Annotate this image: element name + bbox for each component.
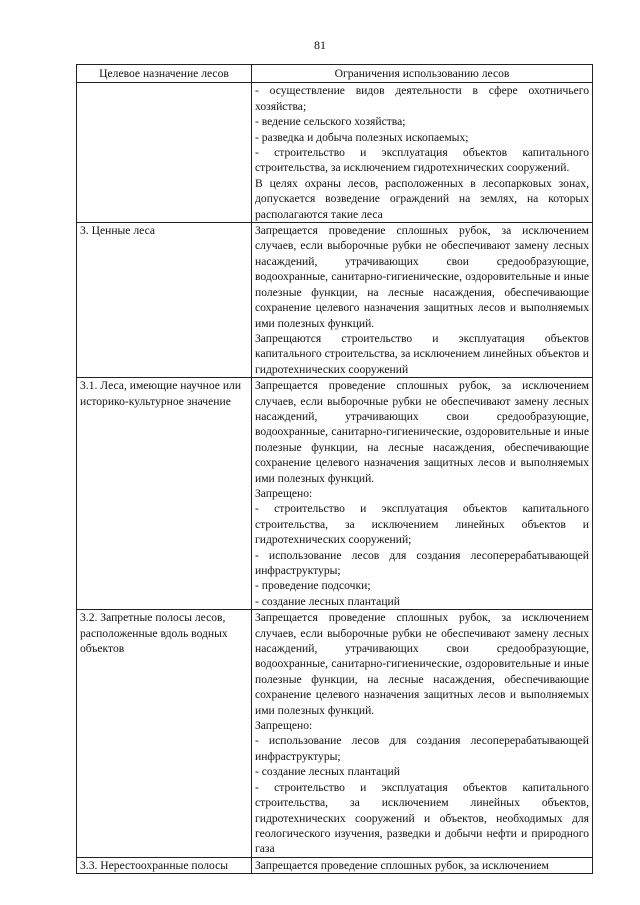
forest-purpose-cell: 3.3. Нерестоохранные полосы [77, 857, 252, 873]
forest-purpose-cell [77, 83, 252, 223]
table-row [77, 857, 593, 873]
forest-purpose-cell: 3.1. Леса, имеющие научное или историко-культурное значение [77, 378, 252, 610]
table-header-row [77, 65, 593, 83]
restriction-paragraph: Запрещается проведение сплошных рубок, за исключением случаев, если выборочные рубки не обеспечивают замену лесных насаждений, утрачивающих свои средообразующие, водоохранные, санитарно-гигиенические, оздоровительные и иные полезные функции, на лесные насаждения, обеспечивающие сохранение целевого назначения защитных лесов и выполняемых ими полезных функций. [255, 611, 589, 717]
page-number: 81 [314, 38, 326, 52]
restriction-paragraph: - создание лесных плантаций [255, 765, 400, 779]
table-row [77, 223, 593, 378]
restriction-paragraph: Запрещено: [255, 719, 313, 733]
restriction-paragraph: Запрещаются строительство и эксплуатация объектов капитального строительства, за исключением линейных объектов и гидротехнических сооружений [255, 331, 589, 376]
restrictions-cell [252, 83, 593, 223]
restriction-paragraph: - использование лесов для создания лесоперерабатывающей инфраструктуры; [255, 734, 589, 763]
restriction-paragraph: - проведение подсочки; [255, 579, 371, 593]
restrictions-cell [252, 223, 593, 378]
restriction-paragraph: Запрещено: [255, 486, 313, 500]
table-row [77, 378, 593, 610]
restriction-paragraph: - создание лесных плантаций [255, 594, 400, 608]
forest-purpose-cell: 3.2. Запретные полосы лесов, расположенные вдоль водных объектов [77, 610, 252, 858]
table-row [77, 610, 593, 858]
restriction-paragraph: - строительство и эксплуатация объектов капитального строительства, за исключением линейных объектов и гидротехнических сооружений; [255, 502, 589, 547]
header-use-restrictions: Ограничения использованию лесов [252, 65, 593, 83]
restriction-paragraph: В целях охраны лесов, расположенных в лесопарковых зонах, допускается возведение ограждений на землях, на которых располагаются такие леса [255, 176, 589, 221]
restrictions-cell [252, 857, 593, 873]
restriction-paragraph: - строительство и эксплуатация объектов капитального строительства, за исключением линейных объектов, гидротехнических сооружений и объектов, необходимых для геологического изучения, разведки и добычи нефти и природного газа [255, 780, 589, 856]
table-body [77, 83, 593, 874]
restrictions-cell [252, 610, 593, 858]
restriction-paragraph: - ведение сельского хозяйства; [255, 115, 406, 129]
restriction-paragraph: Запрещается проведение сплошных рубок, за исключением случаев, если выборочные рубки не обеспечивают замену лесных насаждений, утрачивающих свои средообразующие, водоохранные, санитарно-гигиенические, оздоровительные и иные полезные функции, на лесные насаждения, обеспечивающие сохранение целевого назначения защитных лесов и выполняемых ими полезных функций. [255, 224, 589, 330]
restriction-paragraph: Запрещается проведение сплошных рубок, за исключением случаев, если выборочные рубки не обеспечивают замену лесных насаждений, утрачивающих свои средообразующие, водоохранные, санитарно-гигиенические, оздоровительные и иные полезные функции, на лесные насаждения, обеспечивающие сохранение целевого назначения защитных лесов и выполняемых ими полезных функций. [255, 379, 589, 485]
restriction-paragraph: - осуществление видов деятельности в сфере охотничьего хозяйства; [255, 84, 589, 113]
restriction-paragraph: - использование лесов для создания лесоперерабатывающей инфраструктуры; [255, 548, 589, 577]
restriction-paragraph: Запрещается проведение сплошных рубок, за исключением [255, 858, 549, 872]
restrictions-cell [252, 378, 593, 610]
header-forest-purpose: Целевое назначение лесов [77, 65, 252, 83]
table-row [77, 83, 593, 223]
restriction-paragraph: - разведка и добыча полезных ископаемых; [255, 130, 469, 144]
restriction-paragraph: - строительство и эксплуатация объектов капитального строительства, за исключением гидротехнических сооружений. [255, 146, 589, 175]
forest-restrictions-table [76, 64, 593, 874]
forest-purpose-cell: 3. Ценные леса [77, 223, 252, 378]
